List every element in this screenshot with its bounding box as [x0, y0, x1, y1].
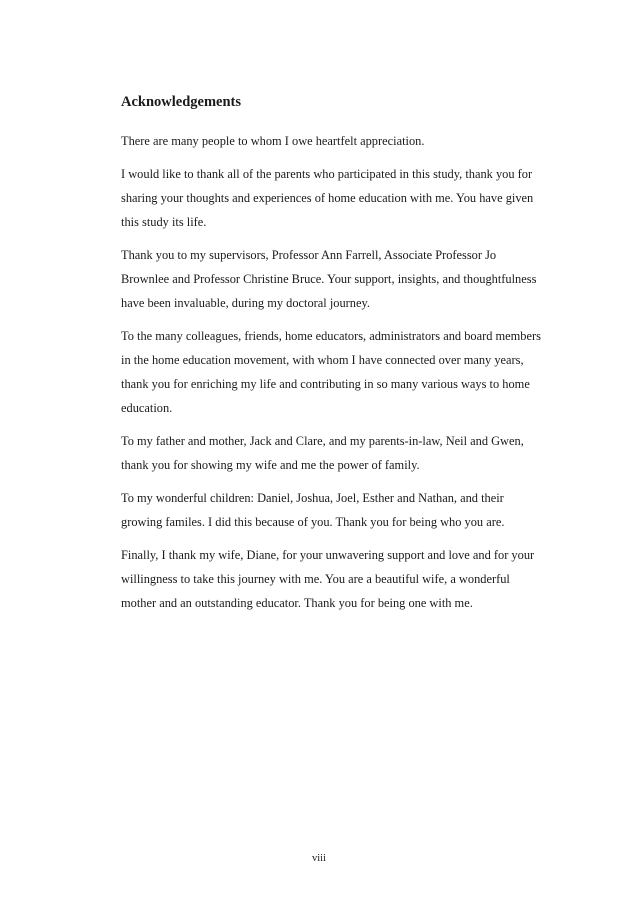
text-line: Brownlee and Professor Christine Bruce. Your support, insights, and thoughtfulness	[121, 272, 537, 286]
text-line: mother and an outstanding educator. Thank you for being one with me.	[121, 596, 473, 610]
paragraph	[121, 486, 561, 534]
paragraph	[121, 162, 561, 234]
text-line: thank you for enriching my life and contributing in so many various ways to home	[121, 377, 530, 391]
page-content	[121, 92, 561, 624]
text-line: growing familes. I did this because of you. Thank you for being who you are.	[121, 515, 505, 529]
paragraph	[121, 324, 561, 420]
text-line: Thank you to my supervisors, Professor Ann Farrell, Associate Professor Jo	[121, 248, 497, 262]
text-line: this study its life.	[121, 215, 207, 229]
text-line: education.	[121, 401, 173, 415]
text-line: willingness to take this journey with me. You are a beautiful wife, a wonderful	[121, 572, 510, 586]
text-line: To the many colleagues, friends, home educators, administrators and board members	[121, 329, 541, 343]
text-line: I would like to thank all of the parents who participated in this study, thank you for	[121, 167, 533, 181]
paragraph	[121, 429, 561, 477]
paragraph	[121, 543, 561, 615]
text-line: There are many people to whom I owe heartfelt appreciation.	[121, 134, 425, 148]
section-heading: Acknowledgements	[121, 94, 242, 110]
text-line: To my wonderful children: Daniel, Joshua, Joel, Esther and Nathan, and their	[121, 491, 504, 505]
text-line: To my father and mother, Jack and Clare, and my parents-in-law, Neil and Gwen,	[121, 434, 524, 448]
text-line: Finally, I thank my wife, Diane, for your unwavering support and love and for your	[121, 548, 535, 562]
page-number: viii	[311, 853, 326, 864]
paragraph	[121, 243, 561, 315]
paragraph	[121, 129, 561, 153]
text-line: have been invaluable, during my doctoral journey.	[121, 296, 370, 310]
text-line: in the home education movement, with whom I have connected over many years,	[121, 353, 524, 367]
text-line: thank you for showing my wife and me the power of family.	[121, 458, 420, 472]
text-line: sharing your thoughts and experiences of home education with me. You have given	[121, 191, 534, 205]
